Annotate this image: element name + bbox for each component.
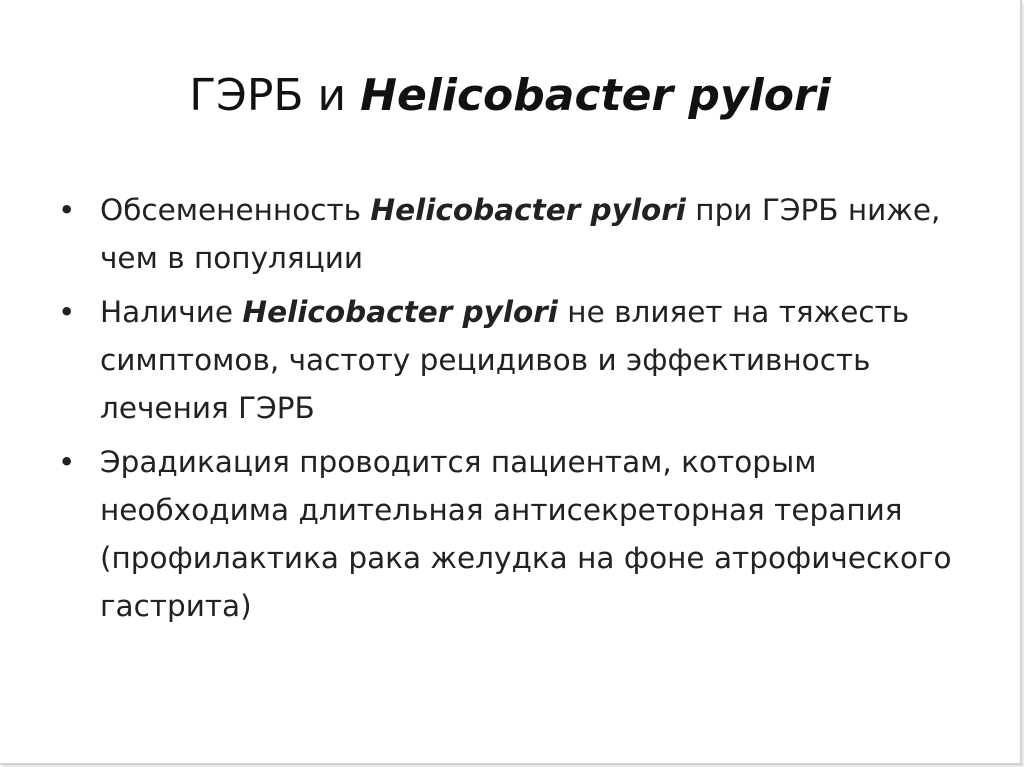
slide-title-emphasis: Helicobacter pylori	[360, 70, 831, 121]
bullet-dot-icon: •	[58, 445, 76, 479]
bullet-item-3	[56, 438, 956, 630]
bullet-item-1	[56, 186, 956, 282]
bullet-2-text-before: Наличие	[100, 295, 243, 329]
slide-title	[0, 58, 1020, 134]
bullet-2-text-after: не влияет на тяжесть симптомов, частоту рецидивов и эффективность лечения ГЭРБ	[100, 295, 910, 425]
slide-title-regular: ГЭРБ и	[189, 70, 361, 121]
bullet-1-text-before: Обсемененность	[100, 193, 371, 227]
bullet-dot-icon: •	[58, 193, 76, 227]
bullet-1-emphasis: Helicobacter pylori	[370, 193, 686, 227]
bullet-list	[56, 186, 956, 636]
bullet-1-text-after: при ГЭРБ ниже, чем в популяции	[100, 193, 941, 275]
bullet-item-2	[56, 288, 956, 432]
bullet-2-emphasis: Helicobacter pylori	[242, 295, 558, 329]
bullet-dot-icon: •	[58, 295, 76, 329]
bullet-3-text: Эрадикация проводится пациентам, которым необходима длительная антисекреторная терапия (профилактика рака желудка на фоне атрофического гастрита)	[100, 445, 952, 623]
